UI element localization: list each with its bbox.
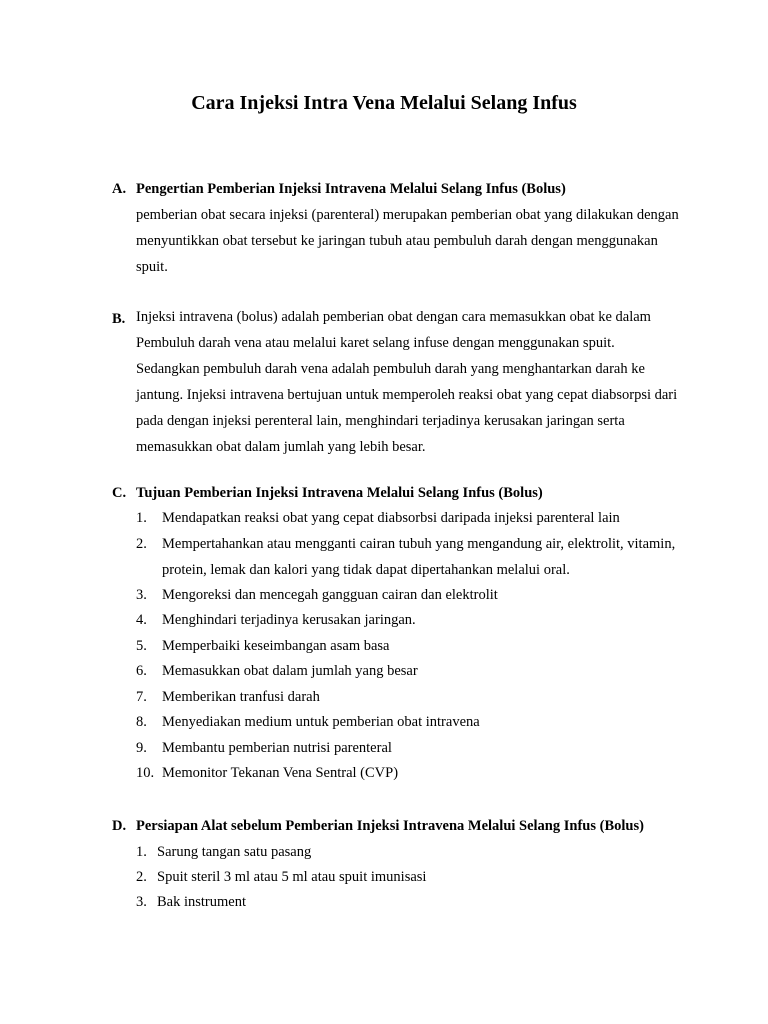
list-item-continuation: protein, lemak dan kalori yang tidak dapat dipertahankan melalui oral.: [162, 562, 570, 578]
list-item: Sarung tangan satu pasang: [157, 844, 312, 860]
list-number: 2.: [136, 536, 147, 552]
list-item: Bak instrument: [157, 894, 247, 910]
list-item: Mendapatkan reaksi obat yang cepat diabsorbsi daripada injeksi parenteral lain: [162, 510, 620, 526]
section-b-letter: B.: [112, 311, 126, 327]
paragraph-line: Injeksi intravena (bolus) adalah pemberian obat dengan cara memasukkan obat ke dalam: [136, 309, 651, 325]
section-a-letter: A.: [112, 181, 127, 197]
list-number: 3.: [136, 587, 147, 603]
section-c-letter: C.: [112, 485, 127, 501]
paragraph-line: pada dengan injeksi perenteral lain, menghindari terjadinya kerusakan jaringan serta: [136, 412, 625, 429]
paragraph-line: Sedangkan pembuluh darah vena adalah pembuluh darah yang menghantarkan darah ke: [136, 360, 645, 377]
list-number: 9.: [136, 740, 147, 756]
page-title: Cara Injeksi Intra Vena Melalui Selang Infus: [191, 92, 577, 114]
list-item: Spuit steril 3 ml atau 5 ml atau spuit imunisasi: [157, 869, 427, 885]
section-d-heading: Persiapan Alat sebelum Pemberian Injeksi Intravena Melalui Selang Infus (Bolus): [136, 818, 644, 834]
list-number: 2.: [136, 869, 147, 885]
paragraph-line: jantung. Injeksi intravena bertujuan untuk memperoleh reaksi obat yang cepat diabsorpsi dari: [136, 386, 678, 403]
list-number: 1.: [136, 510, 147, 526]
paragraph-line: spuit.: [136, 258, 168, 275]
list-item: Memasukkan obat dalam jumlah yang besar: [162, 663, 418, 679]
list-number: 7.: [136, 689, 147, 705]
list-number: 3.: [136, 894, 147, 910]
list-item: Menyediakan medium untuk pemberian obat intravena: [162, 714, 480, 730]
list-number: 10.: [136, 765, 155, 781]
section-a-paragraph: [136, 203, 696, 281]
list-item: Menghindari terjadinya kerusakan jaringan.: [162, 612, 416, 628]
paragraph-line: menyuntikkan obat tersebut ke jaringan tubuh atau pembuluh darah dengan menggunakan: [136, 232, 658, 249]
section-b-paragraph: [136, 305, 696, 460]
list-item: Memberikan tranfusi darah: [162, 689, 320, 705]
list-item: Mempertahankan atau mengganti cairan tubuh yang mengandung air, elektrolit, vitamin,: [162, 536, 676, 552]
list-number: 4.: [136, 612, 147, 628]
section-d-letter: D.: [112, 818, 127, 834]
list-item: Membantu pemberian nutrisi parenteral: [162, 740, 392, 756]
paragraph-line: memasukkan obat dalam jumlah yang lebih besar.: [136, 438, 426, 455]
paragraph-line: Pembuluh darah vena atau melalui karet selang infuse dengan menggunakan spuit.: [136, 334, 615, 351]
list-number: 8.: [136, 714, 147, 730]
list-item: Memonitor Tekanan Vena Sentral (CVP): [162, 765, 399, 781]
list-number: 6.: [136, 663, 147, 679]
section-a-heading: Pengertian Pemberian Injeksi Intravena Melalui Selang Infus (Bolus): [136, 181, 566, 197]
list-number: 1.: [136, 844, 147, 860]
paragraph-line: pemberian obat secara injeksi (parenteral) merupakan pemberian obat yang dilakukan dengan: [136, 207, 679, 223]
list-item: Memperbaiki keseimbangan asam basa: [162, 638, 390, 654]
list-item: Mengoreksi dan mencegah gangguan cairan dan elektrolit: [162, 587, 498, 603]
section-c-heading: Tujuan Pemberian Injeksi Intravena Melalui Selang Infus (Bolus): [136, 485, 543, 501]
list-number: 5.: [136, 638, 147, 654]
